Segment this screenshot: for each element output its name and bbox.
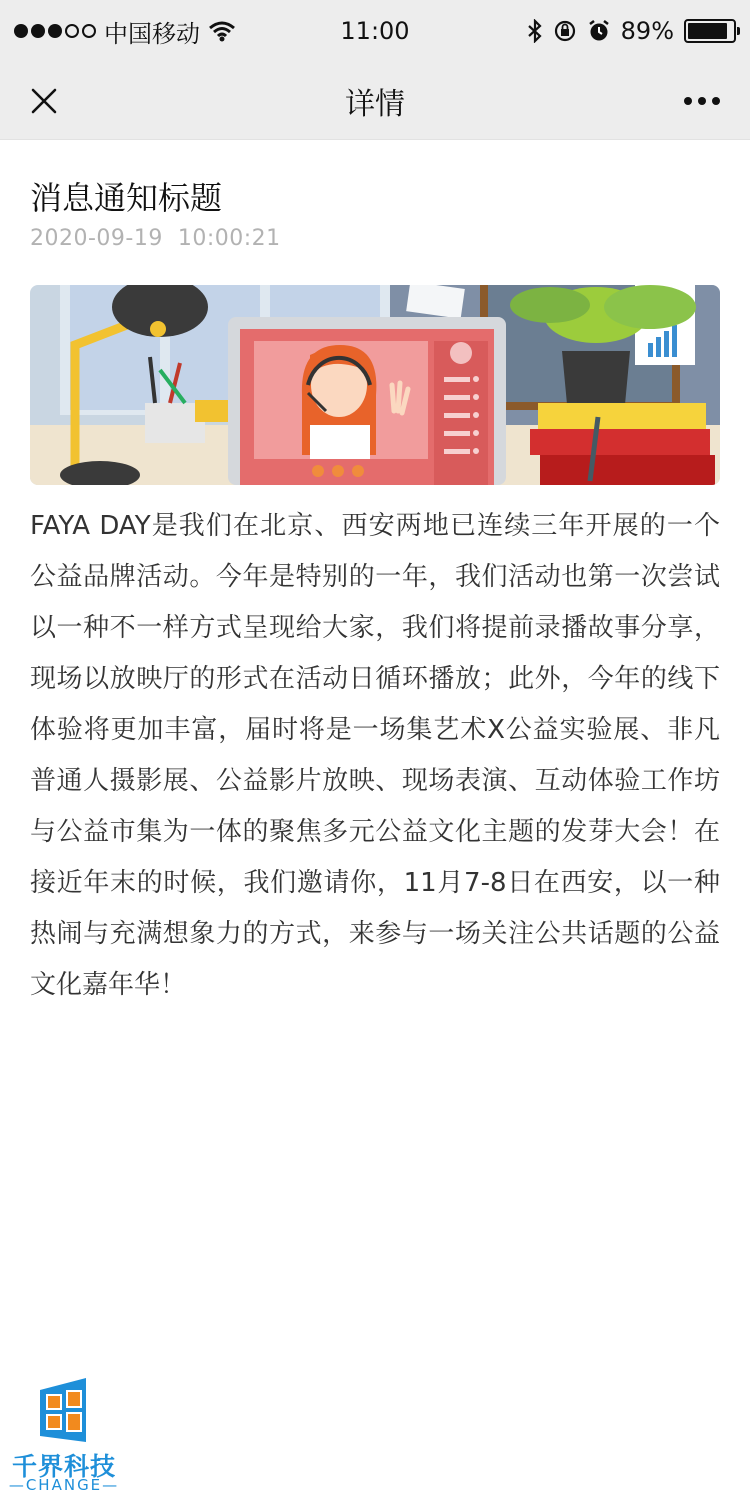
carrier-label: 中国移动 — [104, 19, 200, 48]
customer-service-illustration — [30, 285, 720, 485]
status-bar — [0, 0, 750, 62]
windows-logo-icon — [0, 1376, 130, 1446]
article-body: FAYA DAY是我们在北京、西安两地已连续三年开展的一个公益品牌活动。今年是特别的一年，我们活动也第一次尝试以一种不一样方式呈现给大家，我们将提前录播故事分享，现场以放映厅的形式在活动日循环播放；此外，今年的线下体验将更加丰富，届时将是一场集艺术X公益实验展、非凡普通人摄影展、公益影片放映、现场表演、互动体验工作坊与公益市集为一体的聚焦多元公益文化主题的发芽大会！在接近年末的时候，我们邀请你，11月7-8日在西安，以一种热闹与充满想象力的方式，来参与一场关注公共话题的公益文化嘉年华！ — [30, 511, 720, 1000]
battery-percent: 89% — [620, 17, 674, 45]
more-icon — [684, 97, 692, 105]
status-left — [14, 14, 236, 49]
close-button[interactable] — [24, 81, 64, 121]
nav-bar — [0, 62, 750, 140]
status-right — [527, 17, 736, 45]
more-icon-dot — [712, 97, 720, 105]
signal-icon — [14, 24, 96, 38]
brand-watermark — [0, 1376, 130, 1496]
article — [30, 140, 720, 1011]
article-title: 消息通知标题 — [30, 179, 223, 217]
battery-level — [688, 23, 727, 39]
article-banner-image — [30, 285, 720, 485]
page-title: 详情 — [345, 86, 405, 122]
article-datetime: 2020-09-19 10:00:21 — [30, 226, 281, 251]
battery-icon — [684, 19, 736, 43]
close-icon — [30, 87, 58, 115]
alarm-icon — [587, 19, 611, 43]
rotation-lock-icon — [553, 19, 577, 43]
brand-subtitle: —CHANGE— — [8, 1476, 120, 1494]
brand-name: 千界科技 — [11, 1452, 116, 1481]
more-button[interactable] — [678, 81, 726, 121]
bluetooth-icon — [527, 19, 543, 43]
more-icon-dot — [698, 97, 706, 105]
status-time: 11:00 — [340, 17, 410, 45]
wifi-icon — [208, 20, 236, 42]
